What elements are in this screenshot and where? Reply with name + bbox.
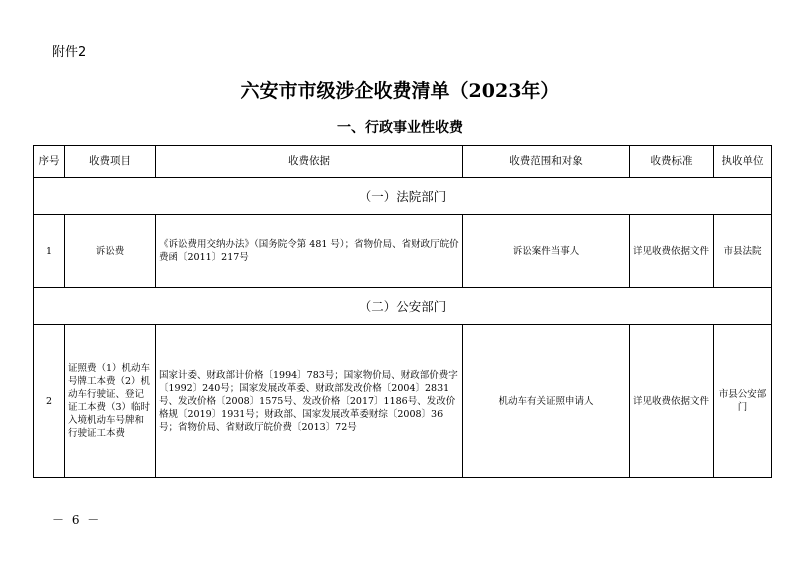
section-row-court <box>34 178 772 215</box>
page-number: － 6 － <box>52 513 102 527</box>
cell-unit: 市县公安部门 <box>714 325 772 478</box>
col-header-standard: 收费标准 <box>630 146 714 178</box>
cell-basis: 《诉讼费用交纳办法》（国务院令第 481 号）；省物价局、省财政厅皖价费函〔2011〕217号 <box>156 215 463 288</box>
cell-unit: 市县法院 <box>714 215 772 288</box>
col-header-basis: 收费依据 <box>156 146 463 178</box>
cell-standard: 详见收费依据文件 <box>630 325 714 478</box>
page-title: 六安市市级涉企收费清单（2023年） <box>240 80 560 102</box>
col-header-item: 收费项目 <box>65 146 156 178</box>
col-header-no: 序号 <box>34 146 65 178</box>
table-header-row <box>34 146 772 178</box>
cell-item: 证照费（1）机动车号牌工本费（2）机动车行驶证、登记证工本费（3）临时入境机动车号牌和行驶证工本费 <box>65 325 156 478</box>
section-heading: 一、行政事业性收费 <box>337 120 463 136</box>
section-title: （一）法院部门 <box>34 178 772 215</box>
table-row <box>34 325 772 478</box>
cell-scope: 机动车有关证照申请人 <box>463 325 630 478</box>
col-header-unit: 执收单位 <box>714 146 772 178</box>
cell-standard: 详见收费依据文件 <box>630 215 714 288</box>
section-title: （二）公安部门 <box>34 288 772 325</box>
cell-no: 1 <box>34 215 65 288</box>
cell-basis: 国家计委、财政部计价格〔1994〕783号；国家物价局、财政部价费字〔1992〕240号；国家发展改革委、财政部发改价格〔2004〕2831号、发改价格〔2008〕1575号、发改价格〔2017〕1186号、发改价格规〔2019〕1931号；财政部、国家发展改革委财综〔2008〕36号；省物价局、省财政厅皖价费〔2013〕72号 <box>156 325 463 478</box>
col-header-scope: 收费范围和对象 <box>463 146 630 178</box>
section-row-police <box>34 288 772 325</box>
table-row <box>34 215 772 288</box>
cell-scope: 诉讼案件当事人 <box>463 215 630 288</box>
attachment-label: 附件2 <box>52 45 87 60</box>
cell-item: 诉讼费 <box>65 215 156 288</box>
fee-table <box>33 145 772 478</box>
cell-no: 2 <box>34 325 65 478</box>
